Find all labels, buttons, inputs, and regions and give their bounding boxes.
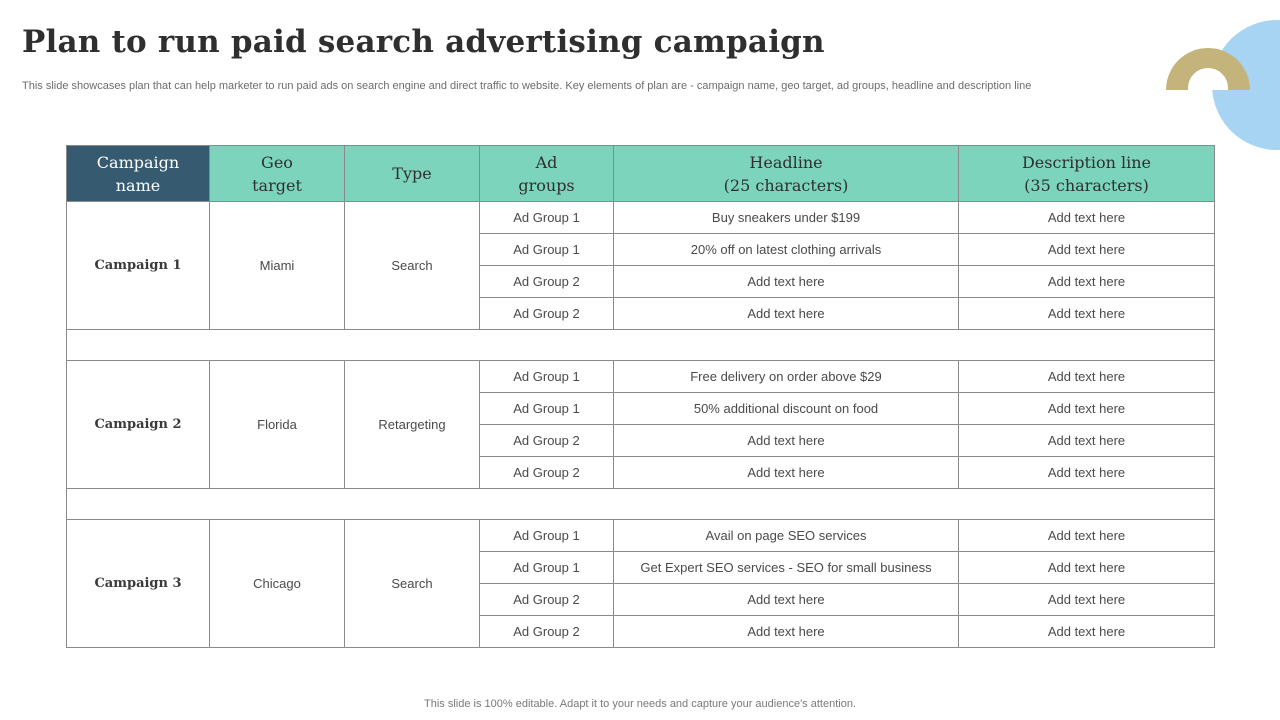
description-cell: Add text here — [959, 584, 1215, 616]
ad-group-cell: Ad Group 2 — [480, 298, 614, 330]
headline-cell: 50% additional discount on food — [614, 393, 959, 425]
headline-cell: Add text here — [614, 298, 959, 330]
ad-group-cell: Ad Group 1 — [480, 202, 614, 234]
headline-cell: Add text here — [614, 584, 959, 616]
table-row — [67, 520, 1215, 552]
headline-cell: Get Expert SEO services - SEO for small business — [614, 552, 959, 584]
headline-cell: Free delivery on order above $29 — [614, 361, 959, 393]
description-cell: Add text here — [959, 520, 1215, 552]
ad-group-cell: Ad Group 1 — [480, 361, 614, 393]
header-type: Type — [345, 146, 480, 202]
description-cell: Add text here — [959, 266, 1215, 298]
spacer-cell — [67, 489, 1215, 520]
headline-cell: Add text here — [614, 616, 959, 648]
description-cell: Add text here — [959, 616, 1215, 648]
table-row — [67, 202, 1215, 234]
type-cell: Search — [345, 202, 480, 330]
headline-cell: Add text here — [614, 457, 959, 489]
description-cell: Add text here — [959, 393, 1215, 425]
header-geo-target: Geo target — [210, 146, 345, 202]
description-cell: Add text here — [959, 234, 1215, 266]
description-cell: Add text here — [959, 298, 1215, 330]
geo-target-cell: Miami — [210, 202, 345, 330]
page-subtitle: This slide showcases plan that can help marketer to run paid ads on search engine and direct traffic to website. Key elements of plan are - campaign name, geo target, ad groups, headline and description line — [22, 80, 1032, 92]
ad-group-cell: Ad Group 1 — [480, 520, 614, 552]
campaign-name-cell: Campaign 3 — [67, 520, 210, 648]
headline-cell: Buy sneakers under $199 — [614, 202, 959, 234]
description-cell: Add text here — [959, 202, 1215, 234]
header-ad-groups: Ad groups — [480, 146, 614, 202]
geo-target-cell: Florida — [210, 361, 345, 489]
geo-target-cell: Chicago — [210, 520, 345, 648]
headline-cell: Avail on page SEO services — [614, 520, 959, 552]
header-headline: Headline (25 characters) — [614, 146, 959, 202]
campaign-name-cell: Campaign 1 — [67, 202, 210, 330]
type-cell: Retargeting — [345, 361, 480, 489]
description-cell: Add text here — [959, 552, 1215, 584]
headline-cell: Add text here — [614, 425, 959, 457]
description-cell: Add text here — [959, 361, 1215, 393]
header-description-line: Description line (35 characters) — [959, 146, 1215, 202]
ad-group-cell: Ad Group 1 — [480, 234, 614, 266]
spacer-row — [67, 489, 1215, 520]
page-title: Plan to run paid search advertising campaign — [22, 24, 825, 60]
footer-note: This slide is 100% editable. Adapt it to your needs and capture your audience's attention. — [424, 698, 856, 710]
type-cell: Search — [345, 520, 480, 648]
ad-group-cell: Ad Group 2 — [480, 425, 614, 457]
table-row — [67, 361, 1215, 393]
spacer-cell — [67, 330, 1215, 361]
header-campaign-name: Campaign name — [67, 146, 210, 202]
ad-group-cell: Ad Group 2 — [480, 616, 614, 648]
ad-group-cell: Ad Group 2 — [480, 266, 614, 298]
table-header-row — [67, 146, 1215, 202]
description-cell: Add text here — [959, 425, 1215, 457]
headline-cell: Add text here — [614, 266, 959, 298]
headline-cell: 20% off on latest clothing arrivals — [614, 234, 959, 266]
campaign-name-cell: Campaign 2 — [67, 361, 210, 489]
ad-group-cell: Ad Group 2 — [480, 457, 614, 489]
ad-group-cell: Ad Group 2 — [480, 584, 614, 616]
spacer-row — [67, 330, 1215, 361]
description-cell: Add text here — [959, 457, 1215, 489]
campaign-plan-table — [66, 145, 1215, 648]
ad-group-cell: Ad Group 1 — [480, 552, 614, 584]
ad-group-cell: Ad Group 1 — [480, 393, 614, 425]
